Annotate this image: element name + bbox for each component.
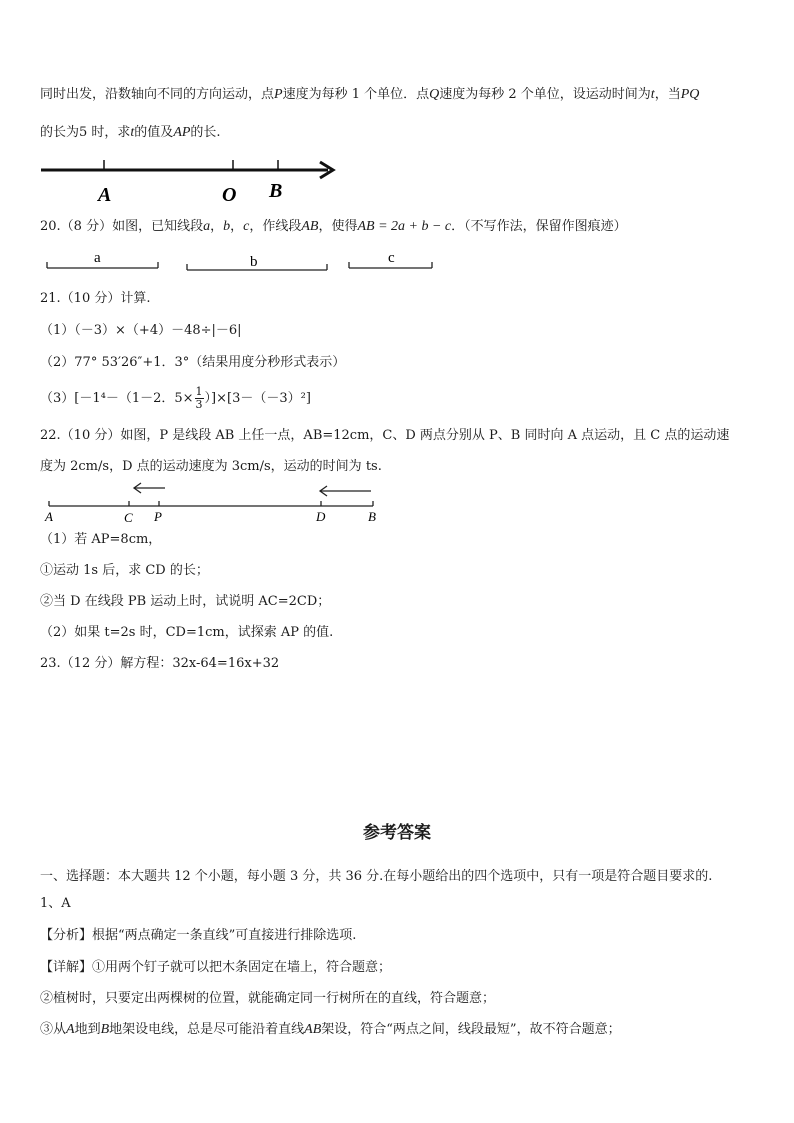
q23-text: 23.（12 分）解方程：32x-64=16x+32 <box>40 656 280 671</box>
q19-line2 <box>40 124 221 142</box>
answer-analysis: 【分析】根据“两点确定一条直线”可直接进行排除选项. <box>40 928 357 943</box>
var-pq: PQ <box>680 87 700 102</box>
q22-sub1: （1）若 AP=8cm， <box>40 532 162 547</box>
q21-text: （3）[－1⁴－（1－2．5× <box>40 391 194 406</box>
q19-text: 速度为每秒 1 个单位．点 <box>282 87 430 102</box>
var-ab: AB <box>304 1022 322 1037</box>
q20-text: ，使得 <box>318 219 358 234</box>
q19-text: 同时出发，沿数轴向不同的方向运动，点 <box>40 87 275 102</box>
var-ap: AP <box>173 125 191 140</box>
q22-sub2: （2）如果 t=2s 时，CD=1cm，试探索 AP 的值. <box>40 625 334 640</box>
var-a: a <box>203 219 211 234</box>
label-c: C <box>124 510 133 525</box>
segment-label-c: c <box>388 250 395 266</box>
var-q: Q <box>429 87 440 102</box>
q22-sub1-b: ②当 D 在线段 PB 运动上时，试说明 AC=2CD； <box>40 594 331 609</box>
fraction-denominator: 3 <box>195 398 203 411</box>
segment-ab-figure <box>40 476 390 526</box>
segment-label-a: a <box>94 250 101 266</box>
q21-head: 21.（10 分）计算. <box>40 291 151 306</box>
q20-text: ，作线段 <box>249 219 302 234</box>
q19-text: 的长. <box>190 125 221 140</box>
segment-label-b: b <box>250 254 258 270</box>
q21-item2: （2）77° 53′26″+1．3°（结果用度分秒形式表示） <box>40 355 346 370</box>
var-c: c <box>243 219 250 234</box>
number-line-figure <box>38 150 348 208</box>
answers-title: 参考答案 <box>363 823 431 843</box>
formula: AB = 2a + b − c <box>357 219 452 234</box>
q22-sub1-a: ①运动 1s 后，求 CD 的长； <box>40 563 209 578</box>
var-t: t <box>130 125 135 140</box>
q19-text: 的值及 <box>134 125 174 140</box>
answer-text: ③从 <box>40 1022 67 1037</box>
answer-text: 地架设电线，总是尽可能沿着直线 <box>109 1022 305 1037</box>
arrow-left-icon <box>320 486 371 496</box>
answers-section: 一、选择题：本大题共 12 个小题，每小题 3 分，共 36 分.在每小题给出的四个选项中，只有一项是符合题目要求的. <box>40 869 713 884</box>
var-b: b <box>223 219 231 234</box>
q20-line <box>40 218 627 236</box>
q20-text: ．（不写作法，保留作图痕迹） <box>451 219 627 234</box>
label-d: D <box>316 509 326 524</box>
answer-point2: ②植树时，只要定出两棵树的位置，就能确定同一行树所在的直线，符合题意； <box>40 991 496 1006</box>
q20-text: 20.（8 分）如图，已知线段 <box>40 219 204 234</box>
label-b: B <box>269 180 283 202</box>
var-p: P <box>274 87 283 102</box>
q20-text: ， <box>210 219 224 234</box>
label-a: A <box>98 184 112 206</box>
arrow-left-icon <box>134 483 165 493</box>
var-ab: AB <box>301 219 319 234</box>
label-p: P <box>154 509 162 524</box>
var-t: t <box>650 87 655 102</box>
q19-text: 的长为5 时，求 <box>40 125 131 140</box>
fraction-numerator: 1 <box>195 385 203 398</box>
label-o: O <box>222 184 237 206</box>
q21-item1: （1）（－3）×（+4）－48÷|－6| <box>40 323 242 338</box>
q22-line1: 22.（10 分）如图，P 是线段 AB 上任一点，AB=12cm，C、D 两点分别从 P、B 同时向 A 点运动，且 C 点的运动速 <box>40 428 730 443</box>
q19-text: ，当 <box>654 87 681 102</box>
q21-item3 <box>40 386 311 411</box>
var-b: B <box>100 1022 110 1037</box>
fraction <box>195 386 204 411</box>
answer-text: 架设，符合“两点之间，线段最短”，故不符合题意； <box>321 1022 621 1037</box>
q20-text: ， <box>230 219 244 234</box>
q19-text: 速度为每秒 2 个单位，设运动时间为 <box>439 87 651 102</box>
answer-text: 地到 <box>74 1022 101 1037</box>
q21-text: ）]×[3－（－3）²] <box>204 391 311 406</box>
answer-q1: 1、A <box>40 896 71 911</box>
answer-point3 <box>40 1021 621 1039</box>
label-a: A <box>45 509 53 524</box>
segment-b <box>187 254 327 270</box>
q19-line1 <box>40 86 699 104</box>
segment-a <box>47 250 158 268</box>
var-a: A <box>66 1022 75 1037</box>
segments-figure <box>40 246 440 276</box>
answer-detail: 【详解】①用两个钉子就可以把木条固定在墙上，符合题意； <box>40 960 392 975</box>
q22-line2: 度为 2cm/s，D 点的运动速度为 3cm/s，运动的时间为 ts. <box>40 459 382 474</box>
segment-c <box>349 250 432 268</box>
label-b: B <box>368 509 376 524</box>
